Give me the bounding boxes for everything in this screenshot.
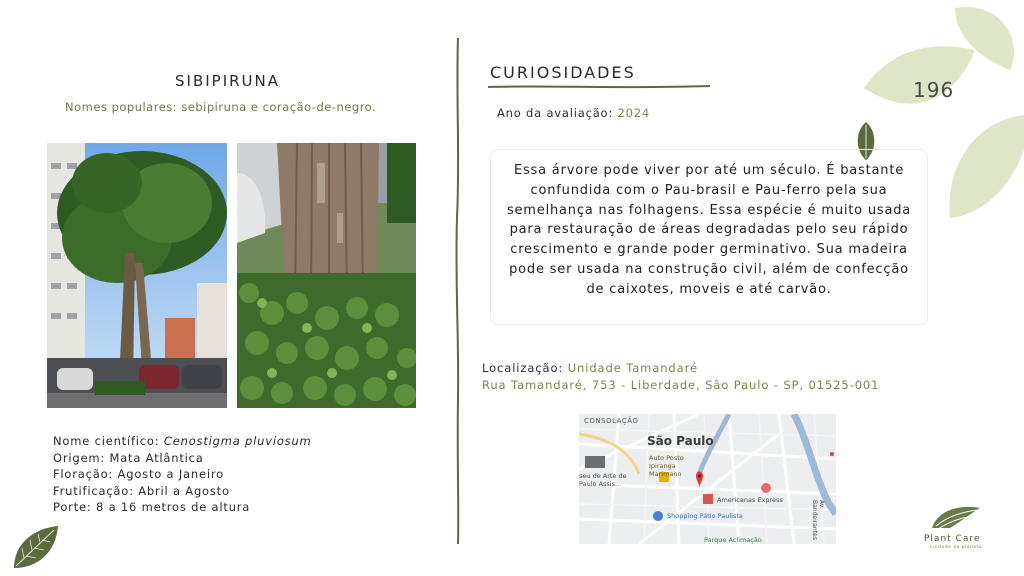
- curiosity-text: Essa árvore pode viver por até um século. É bastante confundida com o Pau-brasil e Pau-ferro pela sua semelhança nas folhagens. Essa espécie é muito usada para restauração de áreas degradadas pelo seu rápido crescimento e grande poder germinativo. Sua madeira pode ser usada na construção civil, além de confecção de caixotes, moveis e até carvão.: [506, 163, 912, 297]
- flowering: Floração: Agosto a Janeiro: [53, 467, 224, 481]
- map-city-label: São Paulo: [647, 434, 714, 448]
- map-bottom-label: Parque Aclimação: [704, 536, 762, 544]
- tree-number-badge: 196: [913, 78, 955, 102]
- map-poi-gas: Auto Posto Ipiranga Marimano: [649, 454, 684, 478]
- address: Rua Tamandaré, 753 - Liberdade, São Paulo - SP, 01525-001: [482, 378, 880, 392]
- location-value: Unidade Tamandaré: [567, 361, 698, 375]
- popular-names-value: sebipiruna e coração-de-negro.: [181, 100, 377, 114]
- popular-names-label: Nomes populares:: [65, 100, 178, 114]
- evaluation-year-value: 2024: [617, 106, 651, 120]
- species-details: [53, 433, 312, 516]
- vertical-divider: [452, 38, 464, 544]
- logo-tagline: cuidado ao planeta: [930, 545, 983, 550]
- logo-name: Plant Care: [924, 534, 981, 544]
- map-poi-museum: seu de Arte de Paulo Assis...: [579, 472, 627, 488]
- decorative-leaf-bottom-left: [10, 524, 60, 570]
- evaluation-year-label: Ano da avaliação:: [497, 106, 614, 120]
- shopping-icon: [653, 511, 663, 521]
- popular-names: [65, 100, 376, 114]
- size: Porte: 8 a 16 metros de altura: [53, 500, 251, 514]
- scientific-name-label: Nome científico:: [53, 434, 160, 448]
- curiosities-title: CURIOSIDADES: [490, 63, 636, 82]
- trunk-photo: [237, 143, 416, 408]
- curiosity-box: [490, 149, 928, 325]
- plant-care-logo-icon: [930, 502, 982, 532]
- tree-photo: [47, 143, 227, 408]
- origin: Origem: Mata Atlântica: [53, 450, 204, 465]
- scientific-name: [53, 433, 312, 450]
- map-poi-shopping: Shopping Pátio Paulista: [667, 512, 743, 520]
- location-label: Localização:: [482, 361, 564, 375]
- scientific-name-value: Cenostigma pluviosum: [163, 434, 312, 448]
- hotel-icon: [761, 483, 771, 493]
- location-block: [482, 360, 879, 394]
- title-underline: [488, 84, 712, 90]
- museum-icon: [585, 456, 605, 468]
- map-district-label: CONSOLAÇÃO: [584, 417, 639, 425]
- species-title: SIBIPIRUNA: [175, 72, 281, 90]
- store-icon: [703, 494, 713, 504]
- location-line: [482, 360, 879, 377]
- map-poi-hotel: Americanas Express: [717, 496, 783, 504]
- location-map[interactable]: [579, 414, 836, 544]
- evaluation-year: [497, 106, 650, 120]
- map-road-label: Av. Bandeirantes: [811, 500, 825, 540]
- leaf-shape-3: [950, 115, 1024, 218]
- fruiting: Frutificação: Abril a Agosto: [53, 483, 230, 498]
